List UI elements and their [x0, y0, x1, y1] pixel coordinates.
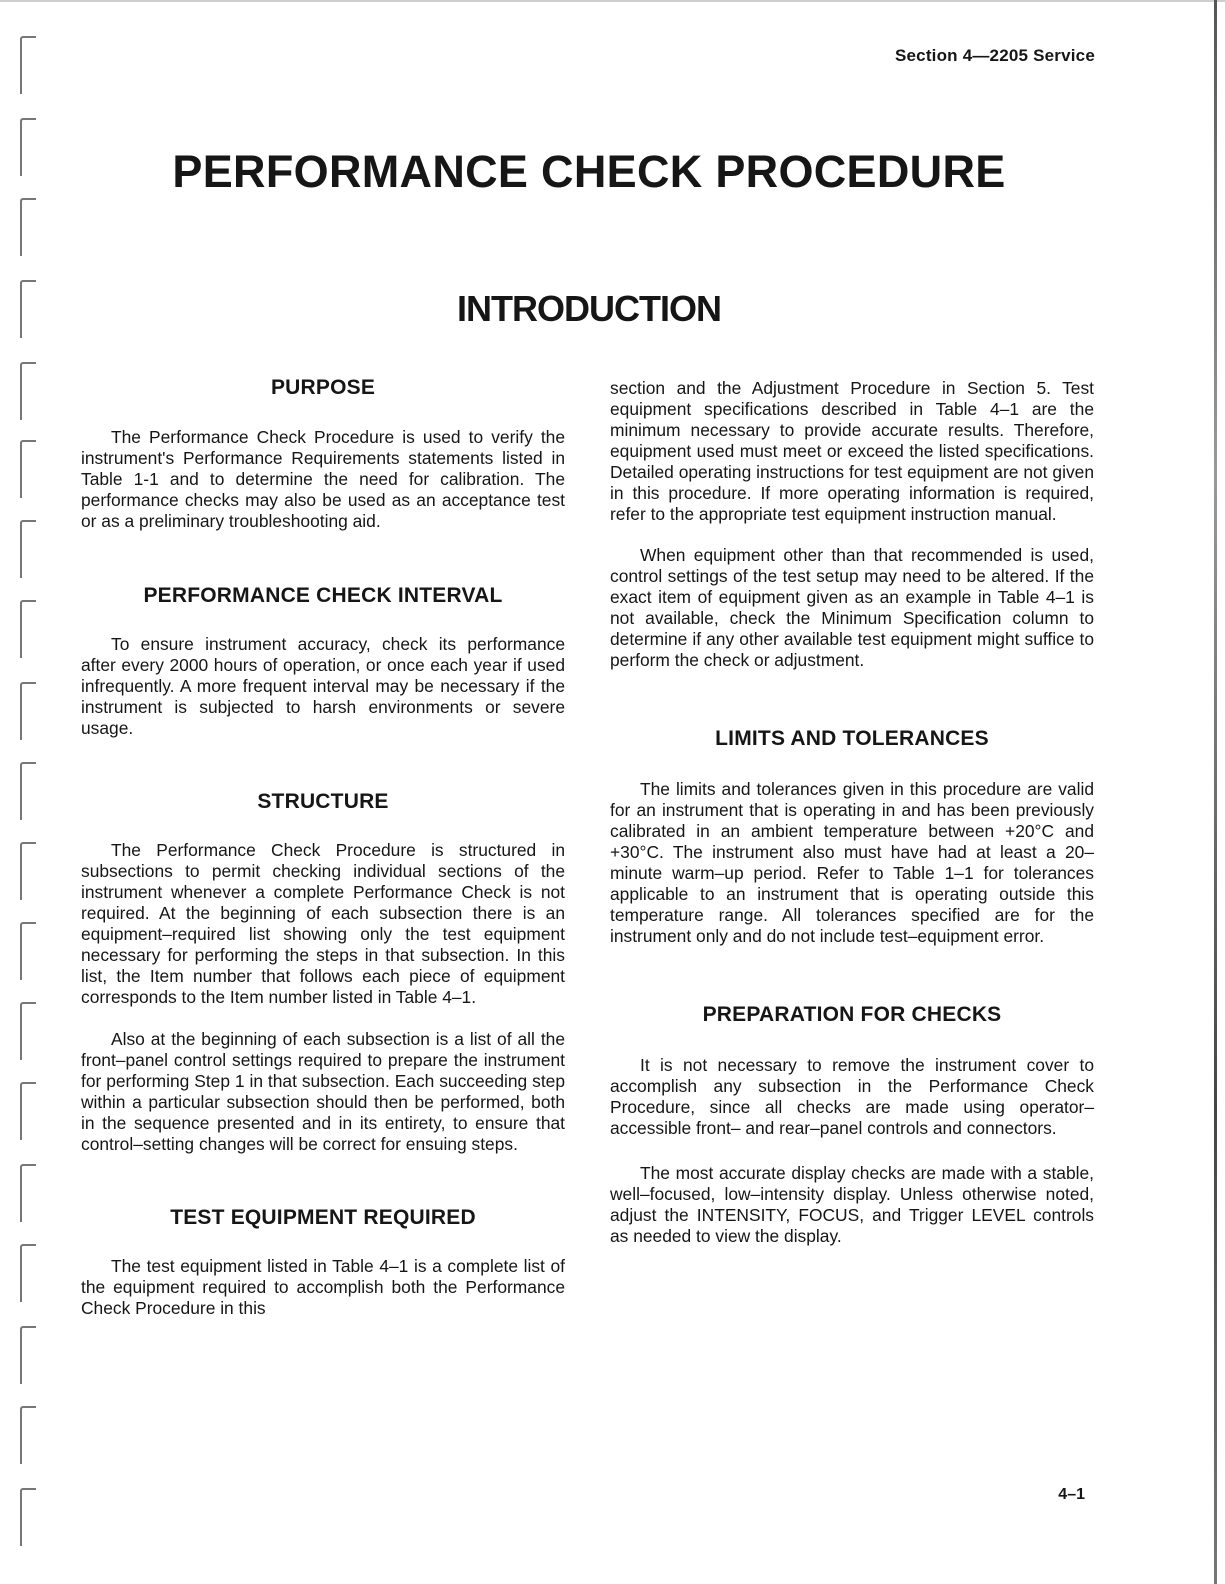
section-title: INTRODUCTION: [457, 288, 721, 329]
paragraph-structure-1: The Performance Check Procedure is structured in subsections to permit checking individual sections of the instrument whenever a complete Performance Check is not required. At the beginning of each subsection there is an equipment–required list showing only the test equipment necessary for performing the steps in that subsection. In this list, the Item number that follows each piece of equipment corresponds to the Item number listed in Table 4–1.: [81, 840, 565, 1007]
binder-hole-mark: [20, 520, 36, 578]
heading-test-equipment: TEST EQUIPMENT REQUIRED: [170, 1206, 476, 1229]
paragraph-preparation-1: It is not necessary to remove the instrument cover to accomplish any subsection in the Performance Check Procedure, since all checks are made using operator–accessible front– and rear–panel controls and connectors.: [610, 1055, 1094, 1138]
heading-purpose: PURPOSE: [270, 376, 376, 399]
paragraph-purpose: The Performance Check Procedure is used to verify the instrument's Performance Requirements statements listed in Table 1-1 and to determine the need for calibration. The performance checks may also be used as an acceptance test or as a preliminary troubleshooting aid.: [81, 427, 565, 531]
left-column: [81, 374, 565, 1319]
right-column: [610, 374, 1094, 1247]
binder-hole-mark: [20, 1164, 36, 1222]
paragraph-limits: The limits and tolerances given in this procedure are valid for an instrument that is operating in and has been previously calibrated in an ambient temperature between +20°C and +30°C. The instrument also must have had at least a 20–minute warm–up period. Refer to Table 1–1 for tolerances applicable to an instrument that is operating outside this temperature range. All tolerances specified are for the instrument only and do not include test–equipment error.: [610, 779, 1094, 946]
paragraph-preparation-2: The most accurate display checks are made with a stable, well–focused, low–intensity display. Unless otherwise noted, adjust the INTENSITY, FOCUS, and Trigger LEVEL controls as needed to view the display.: [610, 1163, 1094, 1246]
binder-hole-mark: [20, 1244, 36, 1302]
binder-hole-mark: [20, 362, 36, 420]
heading-preparation: PREPARATION FOR CHECKS: [702, 1003, 1002, 1026]
heading-structure: STRUCTURE: [257, 790, 389, 813]
binder-hole-mark: [20, 600, 36, 658]
binder-hole-mark: [20, 762, 36, 820]
paragraph-alternate-equipment: When equipment other than that recommended is used, control settings of the test setup may need to be altered. If the exact item of equipment given as an example in Table 4–1 is not available, check the Minimum Specification column to determine if any other available test equipment might suffice to perform the check or adjustment.: [610, 545, 1094, 670]
paragraph-test-equipment: The test equipment listed in Table 4–1 is a complete list of the equipment required to accomplish both the Performance Check Procedure in this: [81, 1256, 565, 1318]
binder-hole-mark: [20, 682, 36, 740]
binder-hole-mark: [20, 842, 36, 900]
scan-top-edge: [0, 0, 1225, 2]
binder-hole-mark: [20, 198, 36, 256]
binder-hole-mark: [20, 1406, 36, 1464]
heading-limits: LIMITS AND TOLERANCES: [715, 727, 989, 750]
running-head: Section 4—2205 Service: [894, 46, 1095, 65]
binder-hole-mark: [20, 1488, 36, 1546]
scan-right-edge: [1214, 0, 1217, 1584]
binder-hole-mark: [20, 922, 36, 980]
heading-interval: PERFORMANCE CHECK INTERVAL: [143, 584, 503, 607]
paragraph-test-equipment-cont: section and the Adjustment Procedure in Section 5. Test equipment specifications described in Table 4–1 are the minimum necessary to provide accurate results. Therefore, equipment used must meet or exceed the listed specifications. Detailed operating instructions for test equipment are not given in this procedure. If more operating information is required, refer to the appropriate test equipment instruction manual.: [610, 378, 1094, 524]
page-number: 4–1: [1058, 1486, 1085, 1503]
binder-hole-mark: [20, 1002, 36, 1060]
binder-hole-mark: [20, 1082, 36, 1140]
paragraph-structure-2: Also at the beginning of each subsection is a list of all the front–panel control settings required to prepare the instrument for performing Step 1 in that subsection. Each succeeding step within a particular subsection should then be performed, both in the sequence presented and in its entirety, to ensure that control–setting changes will be correct for ensuing steps.: [81, 1029, 565, 1154]
binder-hole-mark: [20, 1326, 36, 1384]
binder-hole-mark: [20, 440, 36, 498]
page-title: PERFORMANCE CHECK PROCEDURE: [172, 146, 1006, 197]
paragraph-interval: To ensure instrument accuracy, check its performance after every 2000 hours of operation, or once each year if used infrequently. A more frequent interval may be necessary if the instrument is subjected to harsh environments or severe usage.: [81, 634, 565, 738]
binder-hole-mark: [20, 36, 36, 94]
